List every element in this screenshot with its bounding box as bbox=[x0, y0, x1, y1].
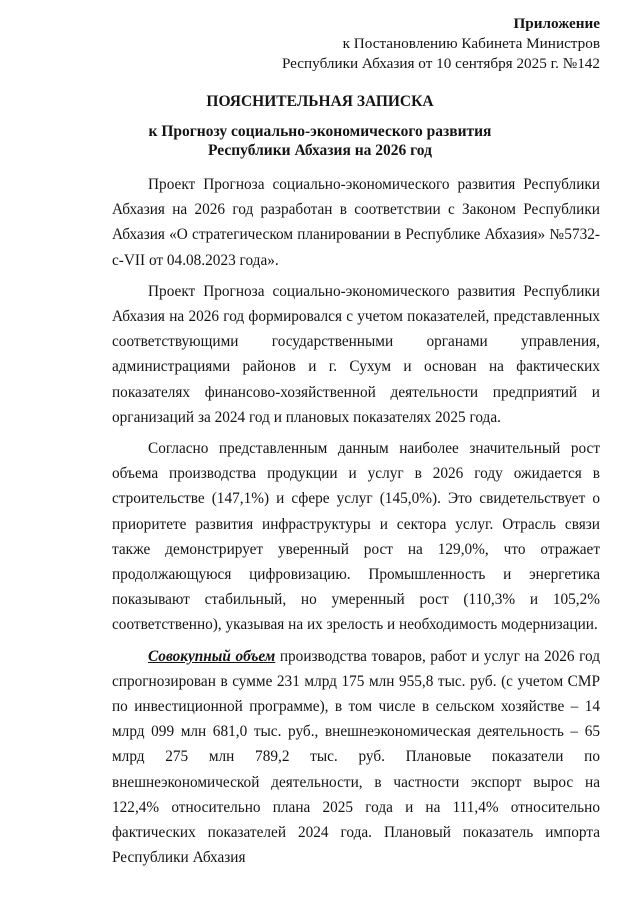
paragraph-2: Проект Прогноза социально-экономического развития Республики Абхазия на 2026 год формировался с учетом показателей, представленных соответствующими государственными органами управления, администрациями районов и г. Сухум и основан на фактических показателях финансово-хозяйственной деятельности предприятий и организаций за 2024 год и плановых показателях 2025 года. bbox=[112, 282, 600, 426]
document-body bbox=[112, 172, 600, 876]
appendix-block bbox=[282, 14, 600, 74]
subtitle-line-2: Республики Абхазия на 2026 год bbox=[208, 142, 432, 159]
document-subtitle bbox=[0, 122, 640, 160]
document-title: ПОЯСНИТЕЛЬНАЯ ЗАПИСКА bbox=[206, 93, 434, 110]
paragraph-4-text: производства товаров, работ и услуг на 2026 год спрогнозирован в сумме 231 млрд 175 млн 955,8 тыс. руб. (с учетом СМР по инвестиционной программе), в том числе в сельском хозяйстве – 14 млрд 099 млн 681,0 тыс. руб., внешнеэкономическая деятельность – 65 млрд 275 млн 789,2 тыс. руб. Плановые показатели по внешнеэкономической деятельности, в частности экспорт вырос на 122,4% относительно плана 2025 года и на 111,4% относительно фактических показателей 2024 года. Плановый показатель импорта Республики Абхазия bbox=[112, 647, 600, 867]
paragraph-1: Проект Прогноза социально-экономического развития Республики Абхазия на 2026 год разработан в соответствии с Законом Республики Абхазия «О стратегическом планировании в Республике Абхазия» №5732-с-VII от 04.08.2023 года». bbox=[112, 176, 600, 269]
appendix-line-1: к Постановлению Кабинета Министров bbox=[342, 35, 600, 52]
paragraph-3: Согласно представленным данным наиболее значительный рост объема производства продукции и услуг в 2026 году ожидается в строительстве (147,1%) и сфере услуг (145,0%). Это свидетельствует о приоритете развития инфраструктуры и сектора услуг. Отрасль связи также демонстрирует уверенный рост на 129,0%, что отражает продолжающуюся цифровизацию. Промышленность и энергетика показывают стабильный, но умеренный рост (110,3% и 105,2% соответственно), указывая на их зрелость и необходимость модернизации. bbox=[112, 440, 600, 634]
paragraph-4-emphasis: Совокупный объем bbox=[148, 647, 276, 665]
appendix-line-2: Республики Абхазия от 10 сентября 2025 г. №142 bbox=[281, 55, 600, 72]
paragraph-4 bbox=[112, 644, 600, 871]
appendix-title: Приложение bbox=[513, 15, 600, 32]
subtitle-line-1: к Прогнозу социально-экономического развития bbox=[148, 123, 492, 140]
